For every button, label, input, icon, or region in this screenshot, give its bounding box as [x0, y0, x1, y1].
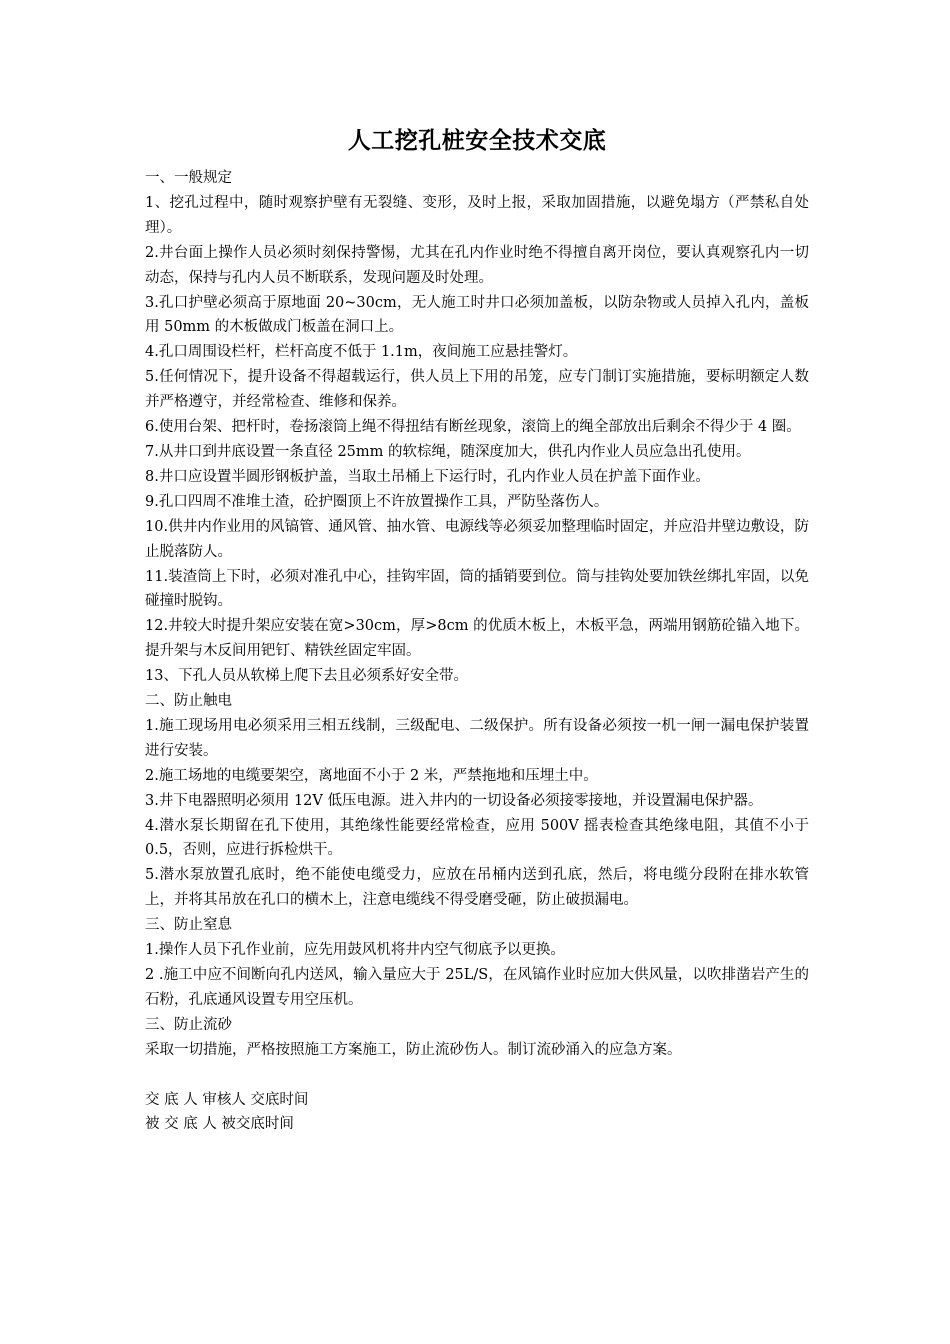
document-page: [145, 124, 809, 1137]
document-title: 人工挖孔桩安全技术交底: [347, 127, 607, 154]
section-heading: 三、防止窒息: [145, 917, 232, 934]
paragraph: 4.孔口周围设栏杆，栏杆高度不低于 1.1m，夜间施工应悬挂警灯。: [145, 344, 578, 361]
paragraph: 3.井下电器照明必须用 12V 低压电源。进入井内的一切设备必须接零接地，并设置漏电保护器。: [145, 792, 763, 809]
spacer: [145, 1063, 809, 1088]
section-heading: 一、一般规定: [145, 170, 232, 186]
paragraph: 3.孔口护壁必须高于原地面 20~30cm，无人施工时井口必须加盖板，以防杂物或人员掉入孔内，盖板用 50mm 的木板做成门板盖在洞口上。: [145, 294, 809, 336]
paragraph: 5.潜水泵放置孔底时，绝不能使电缆受力，应放在吊桶内送到孔底，然后，将电缆分段附在排水软管上，并将其吊放在孔口的横木上，注意电缆线不得受磨受砸，防止破损漏电。: [145, 867, 809, 909]
paragraph: 2 .施工中应不间断向孔内送风，输入量应大于 25L/S，在风镐作业时应加大供风量，以吹排凿岩产生的石粉，孔底通风设置专用空压机。: [145, 967, 809, 1008]
paragraph: 8.井口应设置半圆形钢板护盖，当取土吊桶上下运行时，孔内作业人员在护盖下面作业。: [145, 468, 710, 485]
paragraph: 1.操作人员下孔作业前，应先用鼓风机将井内空气彻底予以更换。: [145, 942, 565, 959]
section-heading: 三、防止流砂: [145, 1016, 232, 1033]
paragraph: 2.施工场地的电缆要架空，离地面不小于 2 米，严禁拖地和压埋土中。: [145, 767, 598, 784]
paragraph: 6.使用台架、把杆时，卷扬滚筒上绳不得扭结有断丝现象，滚筒上的绳全部放出后剩余不得少于 4 圈。: [145, 419, 801, 436]
section-heading: 二、防止触电: [145, 693, 232, 710]
paragraph: 13、下孔人员从软梯上爬下去且必须系好安全带。: [145, 668, 468, 685]
paragraph: 2.井台面上操作人员必须时刻保持警惕，尤其在孔内作业时绝不得擅自离开岗位，要认真观察孔内一切动态，保持与孔内人员不断联系，发现问题及时处理。: [145, 244, 809, 286]
paragraph: 5.任何情况下，提升设备不得超载运行，供人员上下用的吊笼，应专门制订实施措施，要标明额定人数并严格遵守，并经常检查、维修和保养。: [145, 369, 809, 411]
paragraph: 12.井较大时提升架应安装在宽>30cm，厚>8cm 的优质木板上，木板平急，两端用钢筋砼锚入地下。提升架与木反间用钯钉、精铁丝固定牢固。: [145, 618, 809, 660]
signoff-line: 交 底 人 审核人 交底时间: [145, 1091, 309, 1108]
paragraph: 采取一切措施，严格按照施工方案施工，防止流砂伤人。制订流砂涌入的应急方案。: [145, 1041, 682, 1058]
paragraph: 1.施工现场用电必须采用三相五线制，三级配电、二级保护。所有设备必须按一机一闸一漏电保护装置进行安装。: [145, 717, 809, 759]
paragraph: 1、挖孔过程中，随时观察护壁有无裂缝、变形，及时上报，采取加固措施，以避免塌方（严禁私自处理）。: [145, 194, 809, 236]
paragraph: 9.孔口四周不准堆土渣，砼护圈顶上不许放置操作工具，严防坠落伤人。: [145, 493, 609, 510]
signoff-line: 被 交 底 人 被交底时间: [145, 1116, 294, 1133]
paragraph: 11.装渣筒上下时，必须对准孔中心，挂钩牢固，筒的插销要到位。筒与挂钩处要加铁丝绑扎牢固，以免碰撞时脱钩。: [145, 568, 809, 610]
paragraph: 4.潜水泵长期留在孔下使用，其绝缘性能要经常检查，应用 500V 摇表检查其绝缘电阻，其值不小于 0.5，否则，应进行拆检烘干。: [145, 817, 809, 859]
paragraph: 10.供井内作业用的风镐管、通风管、抽水管、电源线等必须妥加整理临时固定，并应沿井壁边敷设，防止脱落防人。: [145, 518, 809, 560]
paragraph: 7.从井口到井底设置一条直径 25mm 的软棕绳，随深度加大，供孔内作业人员应急出孔使用。: [145, 443, 751, 460]
